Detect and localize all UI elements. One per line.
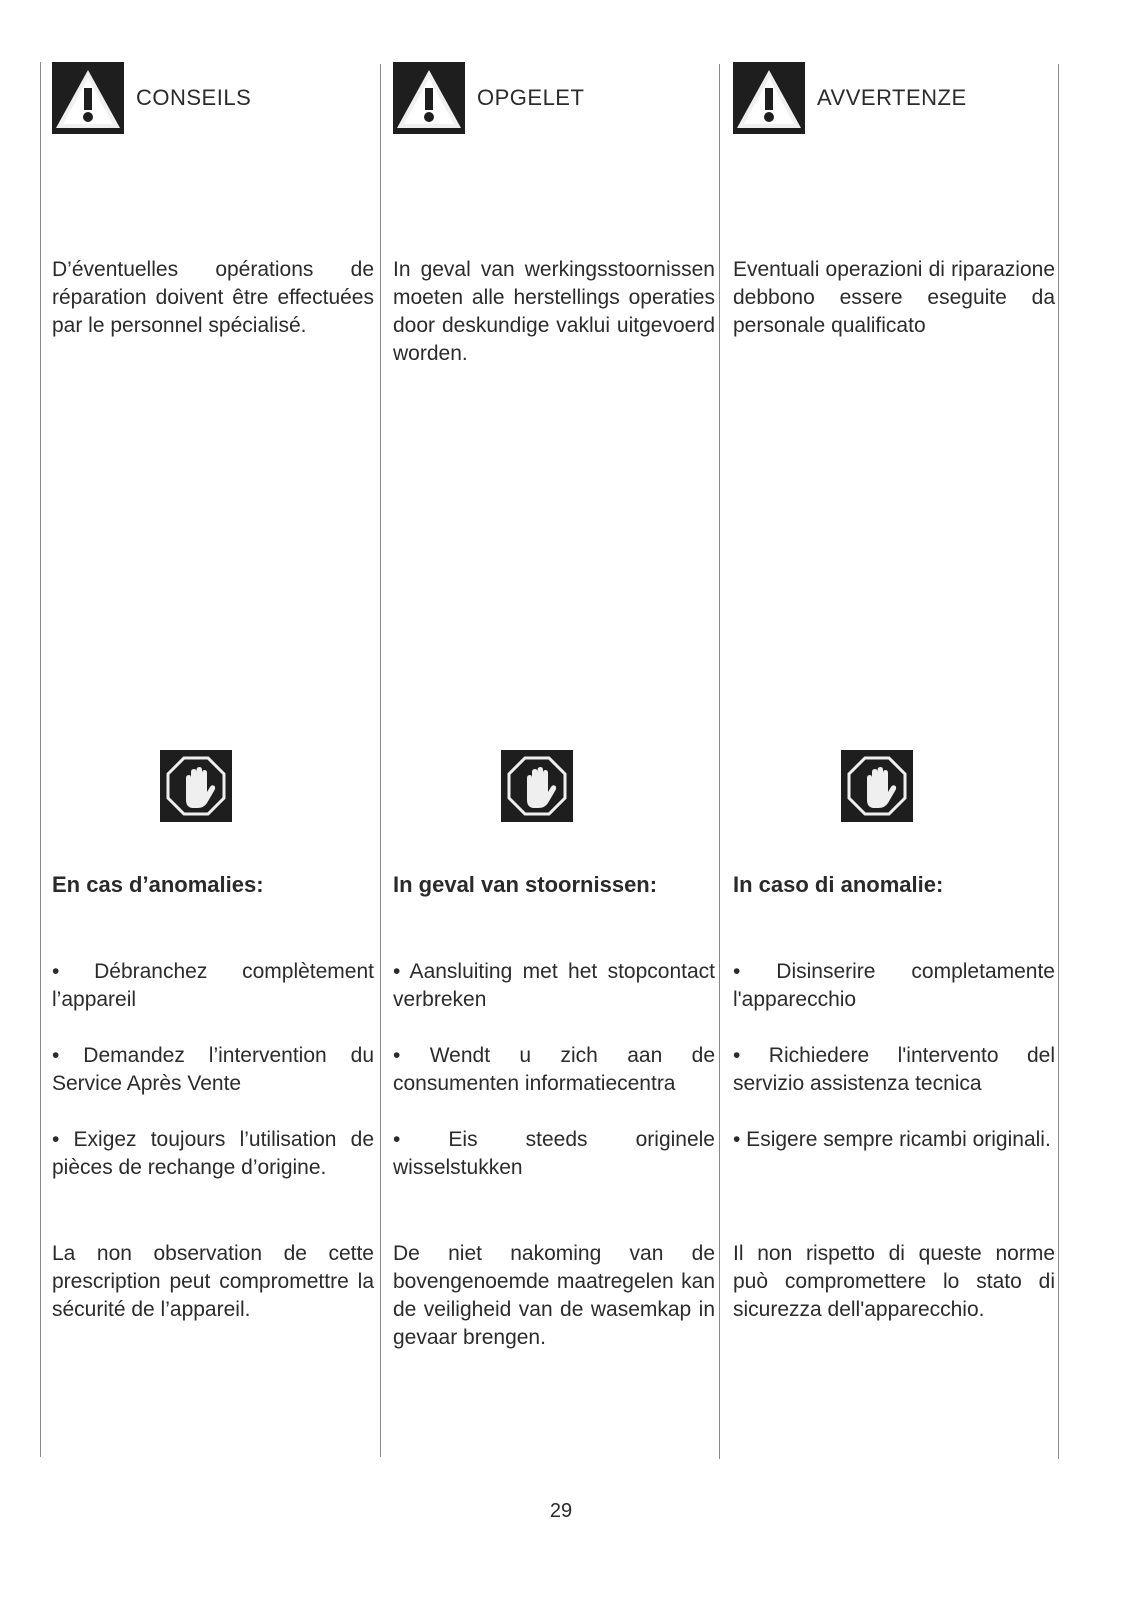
- column-rule-2: [719, 64, 720, 1459]
- page-number: 29: [549, 1500, 573, 1522]
- intro-paragraph: Eventuali operazioni di riparazione debbono essere eseguite da personale qualificato: [733, 258, 1055, 337]
- bullet-item: • Débranchez complètement l’appareil: [52, 960, 374, 1011]
- section-title: CONSEILS: [136, 85, 252, 110]
- column-rule-1: [380, 64, 381, 1457]
- column-italian: [733, 60, 1055, 1500]
- section-title: OPGELET: [477, 85, 585, 110]
- bullet-item: • Richiedere l'intervento del servizio assistenza tecnica: [733, 1044, 1055, 1095]
- closing-paragraph: La non observation de cette prescription peut compromettre la sécurité de l’appareil.: [52, 1242, 374, 1321]
- closing-paragraph: De niet nakoming van de bovengenoemde maatregelen kan de veiligheid van de wasemkap in gevaar brengen.: [393, 1242, 715, 1349]
- stop-hand-icon: [160, 750, 232, 822]
- intro-paragraph: D’éventuelles opérations de réparation doivent être effectuées par le personnel spécialisé.: [52, 258, 374, 337]
- warning-triangle-icon: [52, 62, 124, 134]
- warning-triangle-icon: [733, 62, 805, 134]
- closing-paragraph: Il non rispetto di queste norme può compromettere lo stato di sicurezza dell'apparecchio.: [733, 1242, 1055, 1321]
- bullet-item: • Disinserire completamente l'apparecchio: [733, 960, 1055, 1011]
- bullet-item: • Eis steeds originele wisselstukken: [393, 1128, 715, 1179]
- column-dutch: [393, 60, 715, 1500]
- section-header: [393, 62, 584, 134]
- subheading: En cas d’anomalies:: [52, 872, 264, 897]
- stop-hand-icon: [501, 750, 573, 822]
- section-header: [52, 62, 251, 134]
- column-rule-left: [40, 62, 41, 1457]
- bullet-item: • Esigere sempre ricambi originali.: [733, 1128, 1051, 1151]
- subheading: In geval van stoornissen:: [393, 872, 658, 897]
- warning-triangle-icon: [393, 62, 465, 134]
- section-header: [733, 62, 967, 134]
- intro-paragraph: In geval van werkingsstoornissen moeten alle herstellings operaties door deskundige vaklui uitgevoerd worden.: [393, 258, 715, 365]
- section-title: AVVERTENZE: [817, 85, 967, 110]
- stop-hand-icon: [841, 750, 913, 822]
- bullet-item: • Aansluiting met het stopcontact verbreken: [393, 960, 715, 1011]
- bullet-item: • Exigez toujours l’utilisation de pièces de rechange d’origine.: [52, 1128, 374, 1179]
- bullet-item: • Demandez l’intervention du Service Après Vente: [52, 1044, 374, 1095]
- bullet-item: • Wendt u zich aan de consumenten informatiecentra: [393, 1044, 715, 1095]
- column-french: [52, 60, 374, 1500]
- subheading: In caso di anomalie:: [733, 872, 944, 897]
- column-rule-right: [1058, 64, 1059, 1459]
